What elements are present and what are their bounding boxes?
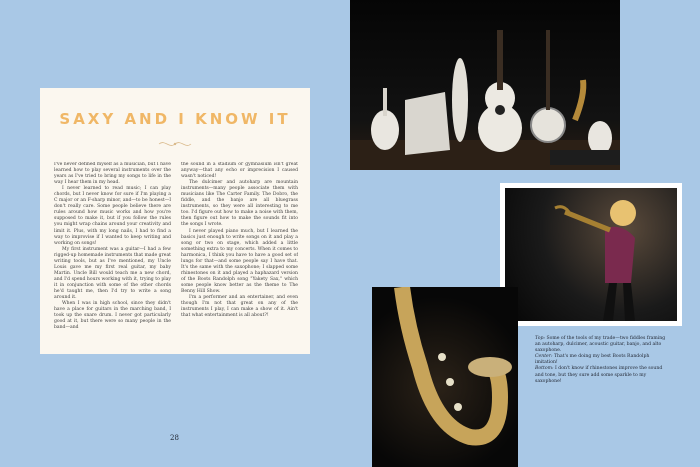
caption-top <box>535 336 670 354</box>
page-number: 28 <box>170 434 179 442</box>
article-panel <box>40 88 310 354</box>
text-column-1 <box>54 162 171 348</box>
paragraph: The dulcimer and autoharp are mountain instruments—many people associate them with musicians like The Carter Family. The Dobro, the fiddle, and the banjo are all bluegrass instruments, so they were all interesting to me too. I'd figure out how to make a noise with them, then figure out how to make the sounds fit into the songs I wrote. <box>181 180 298 228</box>
paragraph: My first instrument was a guitar—I had a few rigged-up homemade instruments that made great writing tools, but as I've mentioned, my Uncle Louis gave me my first real guitar, my baby Martin. Uncle Bill would teach me a new chord, and I'd spend hours working with it, trying to play it in conjunction with some of the other chords he'd taught me, then I'd try to write a song around it. <box>54 246 171 301</box>
photo-captions <box>535 336 670 385</box>
article-title: SAXY AND I KNOW IT <box>59 110 291 128</box>
singer-photo <box>505 188 677 321</box>
flourish-ornament-icon <box>157 138 193 150</box>
instruments-illustration <box>350 0 620 170</box>
paragraph: When I was in high school, since they didn't have a place for guitars in the marching band, I took up the snare drum. I never got particularly good at it, but there were so many people in the band—and <box>54 301 171 331</box>
caption-center-label: Center: <box>535 354 553 360</box>
text-column-2 <box>181 162 298 348</box>
paragraph: I never learned to read music; I can play chords, but I never know for sure if I'm playing a C major or an F-sharp minor, and—to be honest—I don't really care. Some people believe there are rules around how music works and how you're supposed to make it, but if you follow the rules you might wrap chains around your creativity and limit it. Plus, with my long nails, I had to find a way to improvise if I wanted to keep writing and working on songs! <box>54 186 171 246</box>
singer-illustration <box>505 188 677 321</box>
instruments-photo <box>350 0 620 170</box>
caption-center <box>535 354 670 366</box>
paragraph: I've never defined myself as a musician, but I have learned how to play several instruments over the years as I've tried to bring my songs to life in the way I hear them in my head. <box>54 162 171 186</box>
caption-top-label: Top: <box>535 336 545 341</box>
paragraph: I never played piano much, but I learned the basics just enough to write songs on it and play a song or two on stage, which added a little something extra to my concerts. When it comes to harmonica, I think you have to have a good set of lungs for that—and some people say I have that. It's the same with the saxophone; I slapped some rhinestones on it and played a haphazard version of the Boots Randolph song "Yakety Sax," which some people know better as the theme to The Benny Hill Show. <box>181 228 298 294</box>
saxophone-illustration <box>372 287 518 467</box>
caption-center-text: That's me doing my best Boots Randolph imitation! <box>535 354 650 366</box>
caption-bottom <box>535 366 670 384</box>
caption-top-text: Some of the tools of my trade—two fiddles framing an autoharp, dulcimer, acoustic guitar, banjo, and alto saxophone. <box>535 336 666 354</box>
paragraph: the sound in a stadium or gymnasium isn't great anyway—that any echo or imprecision I caused wasn't noticed! <box>181 162 298 180</box>
caption-bottom-text: I don't know if rhinestones improve the sound and tone, but they sure add some sparkle to my saxophone! <box>535 366 663 384</box>
paragraph: I'm a performer and an entertainer, and even though I'm not that great on any of the instruments I play, I can make a show of it. Ain't that what entertainment is all about?! <box>181 295 298 319</box>
caption-bottom-label: Bottom: <box>535 366 554 372</box>
saxophone-photo <box>372 287 518 467</box>
